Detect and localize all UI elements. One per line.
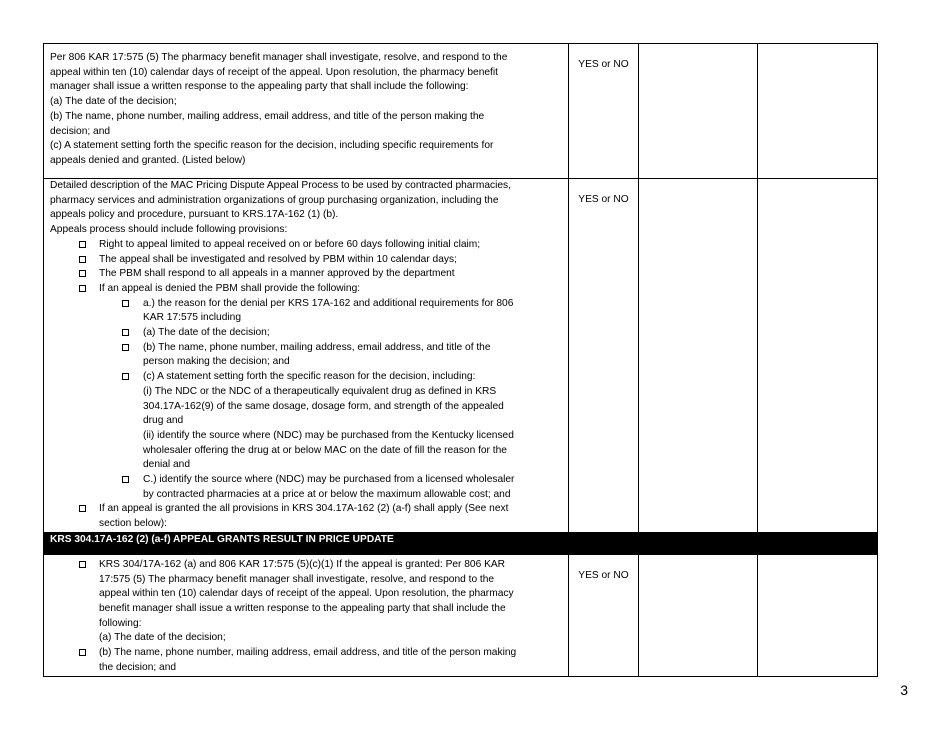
blank-cell[interactable]	[639, 554, 758, 676]
text-line: The PBM shall respond to all appeals in a manner approved by the department	[99, 268, 455, 280]
denial-checkbox-item[interactable]	[50, 341, 562, 370]
denial-checkbox-item[interactable]	[50, 473, 562, 502]
blank-cell[interactable]	[639, 179, 758, 533]
provision-checkbox-item[interactable]	[50, 282, 562, 297]
text-line: denial and	[143, 459, 191, 471]
requirements-table	[43, 43, 878, 677]
requirement-cell	[44, 179, 569, 533]
checkbox-icon[interactable]	[79, 256, 86, 263]
text-line: KRS 304/17A-162 (a) and 806 KAR 17:575 (5)(c)(1) If the appeal is granted: Per 806 KAR	[99, 558, 506, 570]
provision-checkbox-item[interactable]	[50, 253, 562, 268]
text-line: (a) The date of the decision;	[143, 327, 270, 339]
text-line: the decision; and	[99, 661, 177, 673]
text-line: 17:575 (5) The pharmacy benefit manager shall investigate, resolve, and respond to the	[99, 573, 495, 585]
text-line: (c) A statement setting forth the specific reason for the decision, including specific requirements for	[50, 140, 494, 152]
text-line: (i) The NDC or the NDC of a therapeutically equivalent drug as defined in KRS	[143, 385, 497, 397]
text-line: Per 806 KAR 17:575 (5) The pharmacy benefit manager shall investigate, resolve, and respond to the	[50, 52, 508, 63]
grant-checkbox-item[interactable]	[50, 558, 562, 646]
text-line: (c) A statement setting forth the specific reason for the decision, including:	[143, 371, 476, 383]
checkbox-icon[interactable]	[79, 649, 86, 656]
table-row	[44, 179, 878, 533]
text-line: wholesaler offering the drug at or below MAC on the date of fill the reason for the	[143, 444, 507, 456]
checkbox-icon[interactable]	[79, 505, 86, 512]
provision-checkbox-item[interactable]	[50, 267, 562, 282]
table-row	[44, 554, 878, 676]
blank-cell[interactable]	[639, 44, 758, 179]
text-line: manager shall issue a written response to the appealing party that shall include the following:	[50, 81, 469, 93]
section-header-row	[44, 532, 878, 554]
denial-checkbox-item[interactable]	[50, 326, 562, 341]
answer-cell: YES or NO	[569, 554, 639, 676]
checkbox-icon[interactable]	[122, 476, 129, 483]
text-line: appeals policy and procedure, pursuant to KRS.17A-162 (1) (b).	[50, 209, 339, 221]
blank-cell[interactable]	[758, 179, 878, 533]
text-line: (a) The date of the decision;	[50, 96, 177, 108]
answer-cell: YES or NO	[569, 44, 639, 179]
section-header: KRS 304.17A-162 (2) (a-f) APPEAL GRANTS RESULT IN PRICE UPDATE	[44, 532, 878, 554]
checkbox-icon[interactable]	[122, 373, 129, 380]
blank-cell[interactable]	[758, 554, 878, 676]
text-line: Appeals process should include following provisions:	[50, 224, 288, 236]
text-line: appeal within ten (10) calendar days of receipt of the appeal. Upon resolution, the pharmacy	[99, 588, 514, 600]
text-line: (ii) identify the source where (NDC) may be purchased from the Kentucky licensed	[143, 429, 514, 441]
text-line: Right to appeal limited to appeal received on or before 60 days following initial claim;	[99, 238, 481, 250]
text-line: Detailed description of the MAC Pricing Dispute Appeal Process to be used by contracted pharmacies,	[50, 180, 511, 191]
text-line: decision; and	[50, 125, 111, 137]
provision-checkbox-item[interactable]	[50, 502, 562, 531]
provision-checkbox-item[interactable]	[50, 238, 562, 253]
text-line: If an appeal is granted the all provisions in KRS 304.17A-162 (2) (a-f) shall apply (See next	[99, 503, 509, 515]
checkbox-icon[interactable]	[122, 300, 129, 307]
text-line: (b) The name, phone number, mailing address, email address, and title of the person making	[99, 647, 517, 659]
requirement-cell	[44, 44, 569, 179]
text-line: C.) identify the source where (NDC) may be purchased from a licensed wholesaler	[143, 474, 515, 486]
text-line: pharmacy services and administration organizations of group purchasing organization, including the	[50, 194, 499, 206]
text-line: 304.17A-162(9) of the same dosage, dosage form, and strength of the appealed	[143, 400, 504, 412]
blank-cell[interactable]	[758, 44, 878, 179]
text-line: appeal within ten (10) calendar days of receipt of the appeal. Upon resolution, the pharmacy benefit	[50, 66, 498, 78]
grant-checkbox-item[interactable]	[50, 646, 562, 675]
table-row	[44, 44, 878, 179]
checkbox-icon[interactable]	[79, 241, 86, 248]
text-line: drug and	[143, 415, 184, 427]
text-line: If an appeal is denied the PBM shall provide the following:	[99, 282, 361, 294]
text-line: (b) The name, phone number, mailing address, email address, and title of the	[143, 341, 491, 353]
checkbox-icon[interactable]	[79, 285, 86, 292]
text-line: (b) The name, phone number, mailing address, email address, and title of the person making the	[50, 110, 485, 122]
checkbox-icon[interactable]	[122, 344, 129, 351]
text-line: person making the decision; and	[143, 356, 290, 368]
requirement-cell	[44, 554, 569, 676]
text-line: (a) The date of the decision;	[99, 632, 226, 644]
text-line: following:	[99, 617, 142, 629]
answer-cell: YES or NO	[569, 179, 639, 533]
text-line: section below):	[99, 518, 167, 530]
text-line: a.) the reason for the denial per KRS 17A-162 and additional requirements for 806	[143, 297, 514, 309]
checkbox-icon[interactable]	[122, 329, 129, 336]
text-line: appeals denied and granted. (Listed below)	[50, 154, 246, 166]
checkbox-icon[interactable]	[79, 270, 86, 277]
text-line: KAR 17:575 including	[143, 312, 241, 324]
text-line: benefit manager shall issue a written response to the appealing party that shall include the	[99, 602, 506, 614]
text-line: The appeal shall be investigated and resolved by PBM within 10 calendar days;	[99, 253, 457, 265]
denial-checkbox-item[interactable]	[50, 370, 562, 473]
text-line: by contracted pharmacies at a price at or below the maximum allowable cost; and	[143, 488, 511, 500]
denial-checkbox-item[interactable]	[50, 297, 562, 326]
checkbox-icon[interactable]	[79, 561, 86, 568]
page-number: 3	[900, 682, 908, 698]
